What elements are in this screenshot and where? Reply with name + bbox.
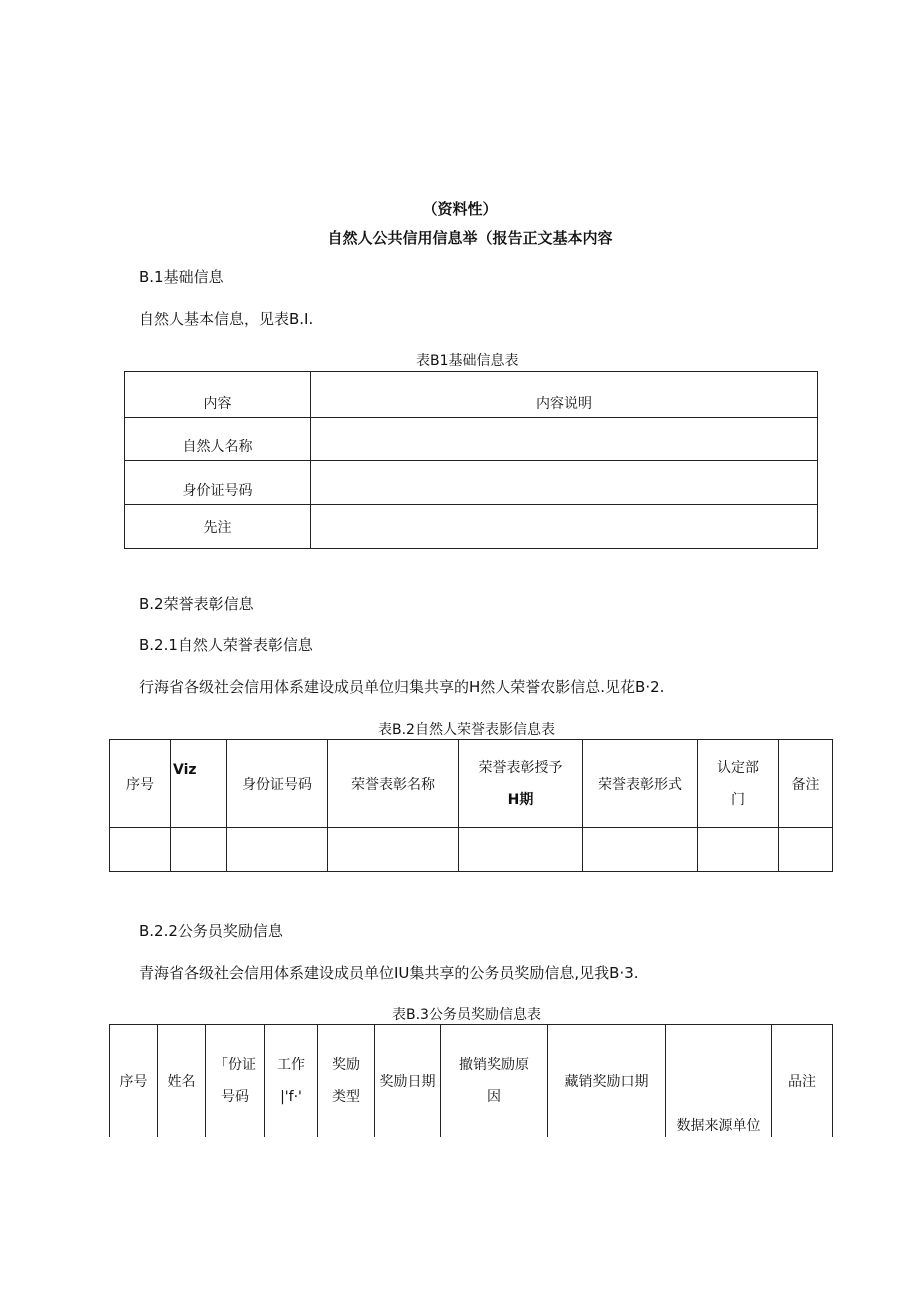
section-b22-title: B.2.2公务员奖励信息	[139, 922, 283, 940]
section-b22-text: 青海省各级社会信用体系建设成员单位IU集共享的公务员奖励信息,见我B·3.	[139, 964, 639, 982]
table-cell	[459, 828, 583, 872]
table-header-cell: 序号	[110, 740, 171, 828]
table-header-cell: 荣誉表彰形式	[583, 740, 698, 828]
section-b21-text: 行海省各级社会信用体系建设成员单位归集共享的H然人荣誉农影信总.见花B·2.	[139, 678, 665, 696]
table-row	[125, 372, 818, 418]
table-header-cell: 内容说明	[311, 372, 818, 418]
table-header-cell: 数据来源单位	[666, 1025, 772, 1137]
table-cell	[311, 505, 818, 549]
table-header-cell: 奖励 类型	[318, 1025, 375, 1137]
table-b3	[109, 1024, 833, 1137]
section-b1-text: 自然人基本信息，见表B.I.	[139, 310, 314, 328]
table-header-cell: 藏销奖励口期	[548, 1025, 666, 1137]
table-header-cell: 身份证号码	[227, 740, 328, 828]
table-cell	[171, 828, 227, 872]
table-cell: 身价证号码	[125, 461, 311, 505]
table-header-cell: 品注	[772, 1025, 833, 1137]
table-b1	[124, 371, 818, 549]
table-header-cell: 认定部 门	[698, 740, 779, 828]
table-header-cell: Viz	[171, 740, 227, 828]
table-cell	[779, 828, 833, 872]
table-b1-caption: 表B1基础信息表	[416, 353, 519, 369]
table-header-cell: 荣誉表彰授予 H期	[459, 740, 583, 828]
section-b2-title: B.2荣誉表彰信息	[139, 595, 254, 613]
table-row	[110, 1025, 833, 1137]
table-row	[125, 505, 818, 549]
table-header-cell: 工作 |'f·'	[265, 1025, 318, 1137]
table-cell	[583, 828, 698, 872]
table-header-cell: 内容	[125, 372, 311, 418]
table-cell: 自然人名称	[125, 418, 311, 461]
table-cell	[311, 461, 818, 505]
appendix-title: 自然人公共信用信息举（报告正文基本内容	[327, 229, 613, 247]
table-row	[110, 828, 833, 872]
appendix-type: （资料性）	[422, 200, 498, 218]
table-row	[125, 461, 818, 505]
table-header-cell: 撤销奖励原 因	[441, 1025, 548, 1137]
table-b3-caption: 表B.3公务员奖励信息表	[392, 1007, 541, 1023]
table-header-cell: 序号	[110, 1025, 158, 1137]
table-header-cell: 「份证 号码	[206, 1025, 265, 1137]
table-cell	[328, 828, 459, 872]
table-cell: 先注	[125, 505, 311, 549]
table-header-cell: 姓名	[158, 1025, 206, 1137]
table-row	[125, 418, 818, 461]
table-b2	[109, 739, 833, 872]
table-cell	[698, 828, 779, 872]
table-row	[110, 740, 833, 828]
table-cell	[110, 828, 171, 872]
table-header-cell: 荣誉表彰名称	[328, 740, 459, 828]
table-cell	[311, 418, 818, 461]
section-b21-title: B.2.1自然人荣誉表彰信息	[139, 636, 313, 654]
table-b2-caption: 表B.2自然人荣誉表影信息表	[378, 722, 555, 738]
table-header-cell: 奖励日期	[375, 1025, 441, 1137]
table-header-cell: 备注	[779, 740, 833, 828]
table-cell	[227, 828, 328, 872]
section-b1-title: B.1基础信息	[139, 268, 224, 286]
